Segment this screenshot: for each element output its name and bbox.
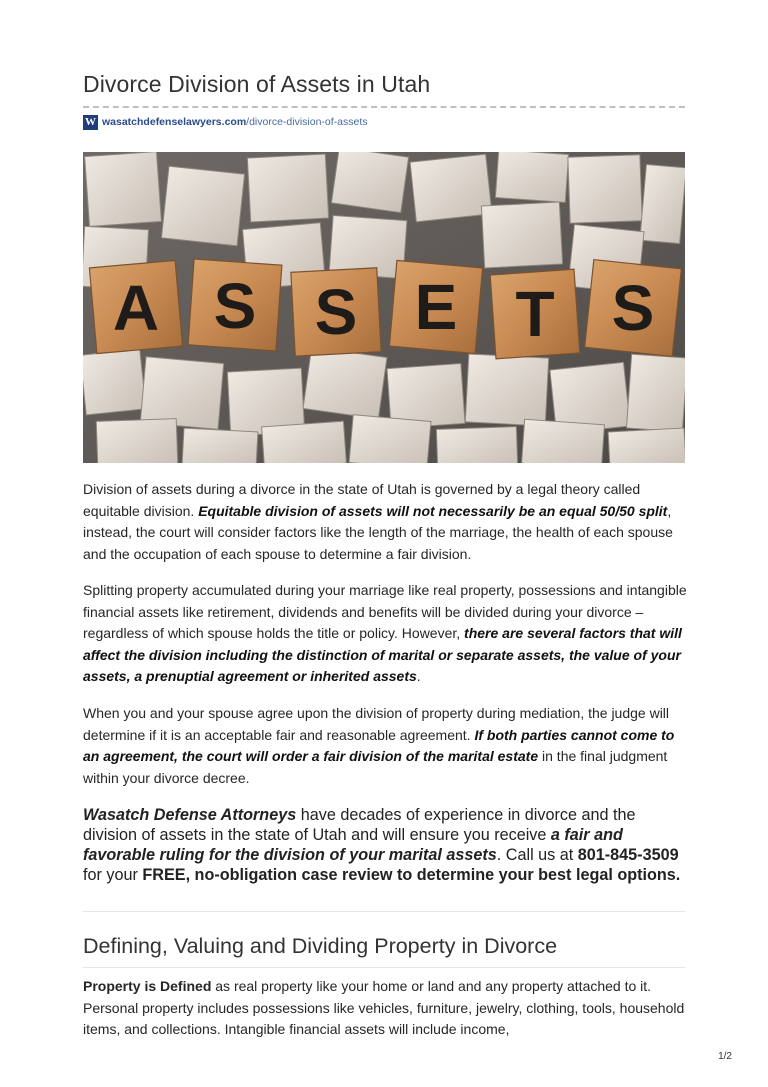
source-link[interactable] — [102, 116, 368, 128]
phone-number: 801-845-3509 — [577, 846, 679, 864]
paragraph-property-defined: Property is Defined as real property like your home or land and any property attached to it. Personal property includes possessions like vehicles, furniture, jewelry, clothing, tools, household items, and collections. Intangible financial assets will include income, — [83, 978, 685, 1037]
tile-letter: S — [611, 272, 655, 344]
section-heading: Defining, Valuing and Dividing Property in Divorce — [83, 934, 558, 958]
firm-name: Wasatch Defense Attorneys — [83, 806, 297, 824]
source-line — [83, 114, 368, 130]
paragraph-intro: Division of assets during a divorce in the state of Utah is governed by a legal theory called equitable division. Equitable division of assets will not necessarily be an equal 50/50 split, instead, the court will consider factors like the length of the marriage, the health of each spouse and the occupation of each spouse to determine a fair division. — [83, 481, 673, 562]
tile-letter: S — [213, 270, 257, 342]
page-title: Divorce Division of Assets in Utah — [83, 71, 431, 97]
hero-image — [83, 152, 685, 463]
section-divider — [83, 911, 685, 912]
call-to-action: Wasatch Defense Attorneys have decades of experience in divorce and the division of assets in the state of Utah and will ensure you receive a fair and favorable ruling for the division of your marital assets. Call us at 801-845-3509 for your FREE, no-obligation case review to determine your best legal options. — [83, 806, 681, 884]
tile-letter: T — [515, 278, 555, 350]
source-domain: wasatchdefenselawyers.com — [102, 116, 247, 128]
heading-underline — [83, 967, 685, 968]
page-number: 1/2 — [718, 1051, 732, 1062]
free-review-offer: FREE, no-obligation case review to determine your best legal options. — [142, 866, 681, 884]
tile-letter: A — [112, 272, 160, 344]
title-divider — [83, 106, 685, 108]
paragraph-mediation: When you and your spouse agree upon the division of property during mediation, the judge will determine if it is an acceptable fair and reasonable agreement. If both parties cannot come to an agreement, the court will order a fair division of the marital estate in the final judgment within your divorce decree. — [83, 705, 675, 786]
tile-letter: E — [414, 271, 458, 343]
paragraph-splitting: Splitting property accumulated during your marriage like real property, possessions and intangible financial assets like retirement, dividends and benefits will be divided during your divorce – regardless of which spouse holds the title or policy. However, there are several factors that will affect the division including the distinction of marital or separate assets, the value of your assets, a prenuptial agreement or inherited assets. — [83, 582, 687, 684]
site-logo-icon: W — [85, 116, 96, 128]
tile-letter: S — [314, 276, 358, 348]
source-path: /divorce-division-of-assets — [246, 116, 368, 128]
